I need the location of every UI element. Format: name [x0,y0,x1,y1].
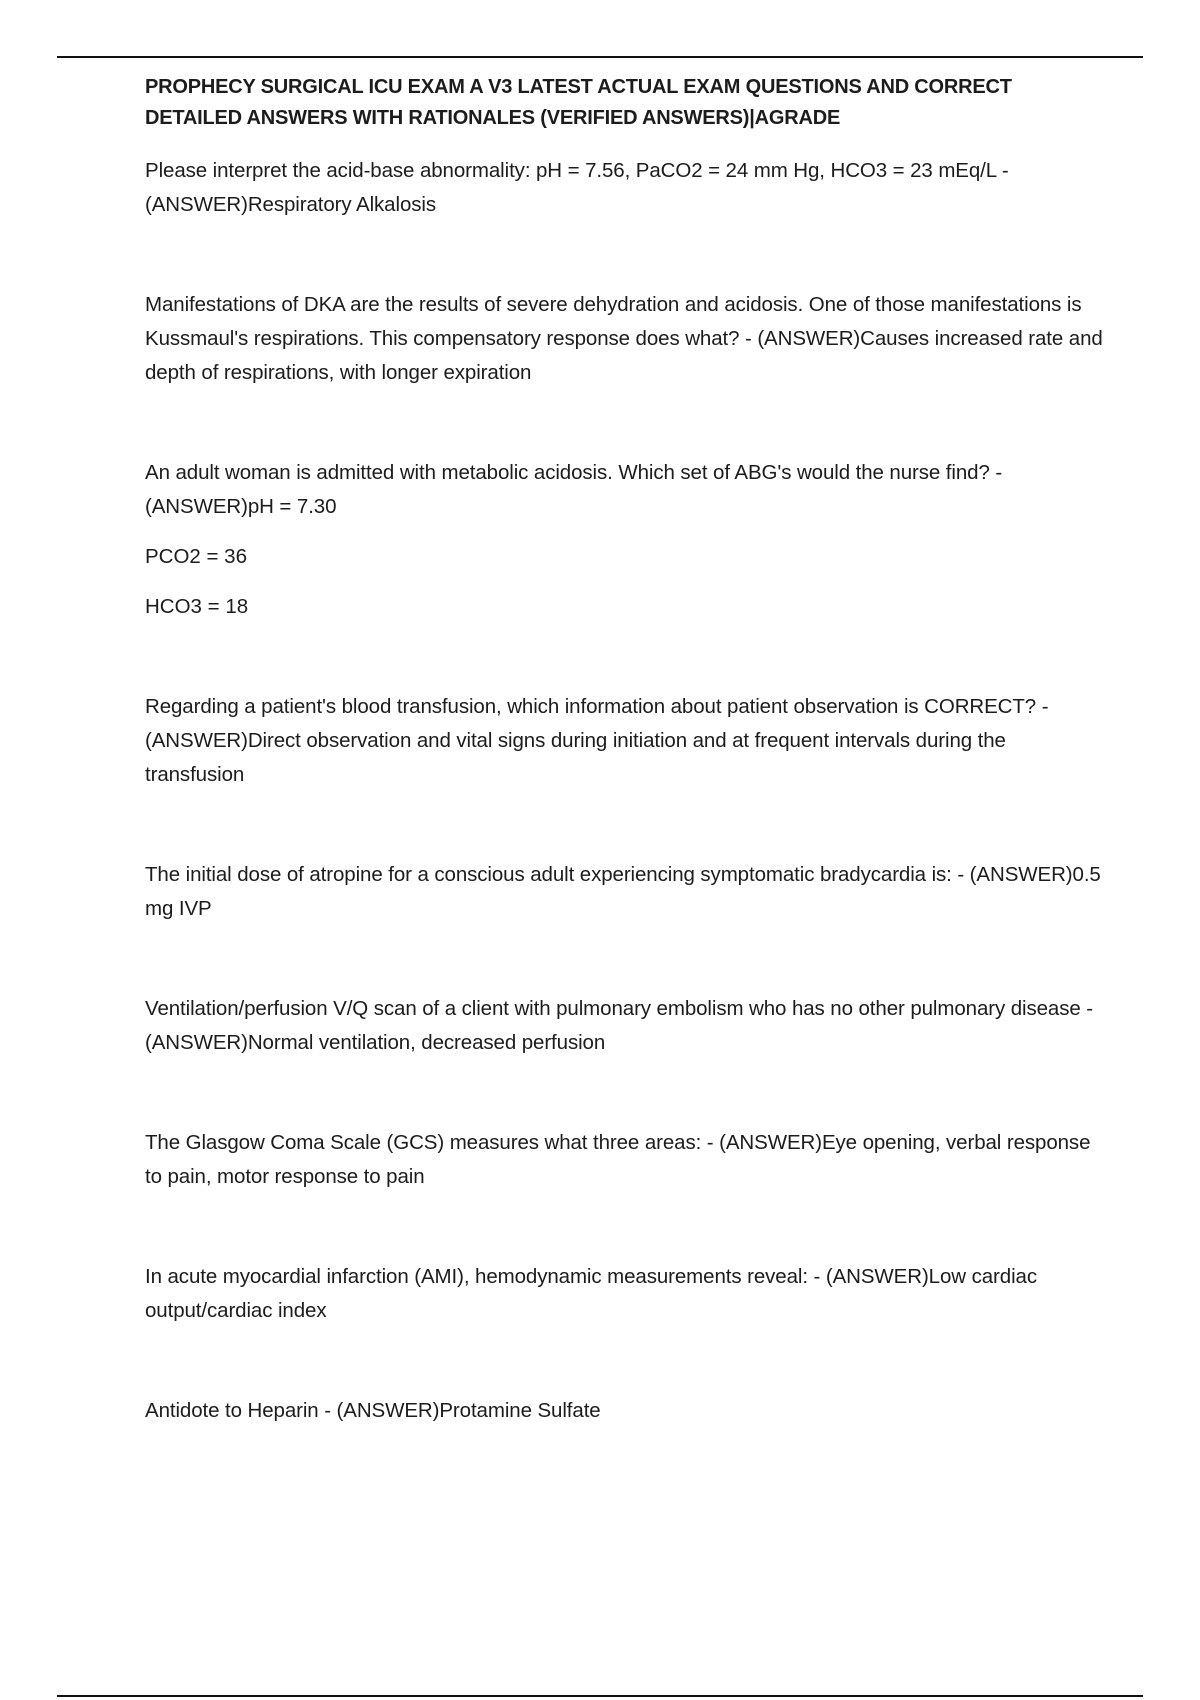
qa-item-8: In acute myocardial infarction (AMI), hemodynamic measurements reveal: - (ANSWER)Low cardiac output/cardiac index [145,1265,1037,1322]
qa-item-1: Please interpret the acid-base abnormality: pH = 7.56, PaCO2 = 24 mm Hg, HCO3 = 23 mEq/L - (ANSWER)Respiratory Alkalosis [145,159,1009,216]
qa-item-5: The initial dose of atropine for a conscious adult experiencing symptomatic bradycardia is: - (ANSWER)0.5 mg IVP [145,863,1101,920]
qa-item-3-line-hco3: HCO3 = 18 [145,595,249,618]
bottom-rule [57,1695,1143,1697]
qa-item-3-line-pco2: PCO2 = 36 [145,545,247,568]
qa-item-9: Antidote to Heparin - (ANSWER)Protamine Sulfate [145,1399,601,1422]
qa-item-2: Manifestations of DKA are the results of severe dehydration and acidosis. One of those manifestations is Kussmaul's respirations. This compensatory response does what? - (ANSWER)Causes increased rate and depth of respirations, with longer expiration [145,293,1103,384]
document-body [145,72,1105,1428]
qa-item-4: Regarding a patient's blood transfusion, which information about patient observation is CORRECT? - (ANSWER)Direct observation and vital signs during initiation and at frequent intervals during the transfusion [145,695,1049,786]
qa-item-7: The Glasgow Coma Scale (GCS) measures what three areas: - (ANSWER)Eye opening, verbal response to pain, motor response to pain [145,1131,1091,1188]
qa-item-6: Ventilation/perfusion V/Q scan of a client with pulmonary embolism who has no other pulmonary disease - (ANSWER)Normal ventilation, decreased perfusion [145,997,1094,1054]
qa-item-3: An adult woman is admitted with metabolic acidosis. Which set of ABG's would the nurse find? - (ANSWER)pH = 7.30 [145,461,1003,518]
document-title: PROPHECY SURGICAL ICU EXAM A V3 LATEST ACTUAL EXAM QUESTIONS AND CORRECT DETAILED ANSWERS WITH RATIONALES (VERIFIED ANSWERS)|AGRADE [145,76,1012,129]
top-rule [57,56,1143,58]
